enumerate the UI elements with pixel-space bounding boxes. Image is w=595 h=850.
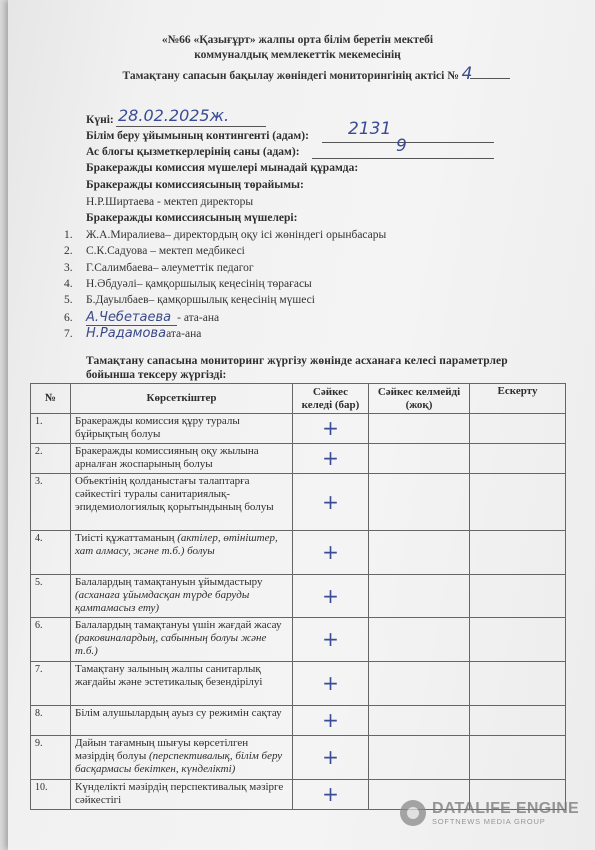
table-row: 5. Балалардың тамақтануын ұйымдастыру (асханаға ұйымдасқан түрде баруды қамтамасыз ету) + [31, 575, 566, 618]
table-row: 7. Тамақтану залының жалпы санитарлық жағдайы және эстетикалық безендірілуі + [31, 662, 566, 706]
member-item: 1. Ж.А.Миралиева– директордың оқу ісі жөніндегі орынбасары [64, 229, 387, 241]
date-value: 28.02.2025ж. [118, 106, 230, 125]
col-header-compliant: Сәйкес келеді (бар) [293, 384, 369, 414]
staff-value: 9 [396, 136, 407, 156]
table-row: 2. Бракеражды комиссияның оқу жылына арналған жоспарының болуы + [31, 444, 566, 474]
act-number-underline [470, 78, 510, 79]
parent-item: 6. А.Чебетаева - ата-ана [64, 310, 220, 325]
table-row: 8. Білім алушылардың ауыз су режимін сақтау + [31, 706, 566, 736]
check-mark: + [293, 780, 369, 810]
check-mark: + [293, 531, 369, 575]
check-mark: + [293, 706, 369, 736]
table-row: 4. Тиісті құжаттаманың (актілер, өтініштер, хат алмасу, және т.б.) болуы + [31, 531, 566, 575]
intro-line-1: Тамақтану сапасына мониторинг жүргізу жөнінде асханаға келесі параметрлер [86, 355, 508, 367]
date-label: Күні: [86, 114, 114, 126]
chair-heading: Бракеражды комиссиясының төрайымы: [86, 179, 304, 191]
contingent-value: 2131 [348, 119, 392, 139]
table-row: 9. Дайын тағамның шығуы көрсетілген мәзірдің болуы (перспективалық, білім беру басқармасы бекіткен, күнделікті) + [31, 736, 566, 780]
header-line-1: «№66 «Қазығұрт» жалпы орта білім беретін мектебі [161, 34, 434, 46]
member-item: 3. Г.Салимбаева– әлеуметтік педагог [64, 262, 254, 274]
header-line-3 [0, 64, 595, 84]
check-mark: + [293, 618, 369, 662]
contingent-label: Білім беру ұйымының контингенті (адам): [86, 130, 309, 142]
act-title: Тамақтану сапасын бақылау жөніндегі мониторингінің актісі № [122, 70, 459, 82]
table-row: 6. Балалардың тамақтануы үшін жағдай жасау (раковиналардың, сабынның болуы және т.б.) + [31, 618, 566, 662]
member-item: 2. С.К.Садуова – мектеп медбикесі [64, 245, 245, 257]
member-item: 4. Н.Әбдуәлі– қамқоршылық кеңесінің төрағасы [64, 278, 312, 290]
contingent-underline [322, 142, 494, 143]
parent-signature: Н.Радамова [86, 326, 167, 341]
watermark-brand: DATALIFE ENGINE [432, 799, 580, 817]
members-heading: Бракеражды комиссиясының мүшелері: [86, 212, 298, 224]
table-header-row [31, 384, 566, 414]
act-number: 4 [461, 64, 473, 84]
composition-heading: Бракеражды комиссия мүшелері мынадай құрамда: [86, 162, 359, 174]
intro-line-2: бойынша тексеру жүргізді: [86, 369, 227, 381]
member-item: 5. Б.Дауылбаев– қамқоршылық кеңесінің мүшесі [64, 294, 315, 306]
table-row: 10. Күнделікті мәзірдің перспективалық мәзірге сәйкестігі + [31, 780, 566, 810]
table-row: 1. Бракеражды комиссия құру туралы бұйрықтың болуы + [31, 414, 566, 444]
col-header-indicators: Көрсеткіштер [71, 384, 293, 414]
col-header-noncompliant: Сәйкес келмейді (жоқ) [369, 384, 470, 414]
check-mark: + [293, 736, 369, 780]
col-header-note: Ескерту [470, 384, 566, 414]
check-mark: + [293, 414, 369, 444]
parent-signature: А.Чебетаева [86, 310, 177, 326]
watermark [400, 800, 579, 826]
check-mark: + [293, 662, 369, 706]
header-line-2: коммуналдық мемлекеттік мекемесінің [194, 49, 401, 61]
check-mark: + [293, 444, 369, 474]
table-row: 3. Объектінің қолданыстағы талаптарға сәйкестігі туралы санитариялық-эпидемиологиялық қорытындының болуы + [31, 474, 566, 531]
staff-underline [312, 158, 494, 159]
watermark-sub: SOFTNEWS MEDIA GROUP [432, 816, 546, 826]
chair-name: Н.Р.Ширтаева - мектеп директоры [86, 196, 254, 208]
check-mark: + [293, 575, 369, 618]
col-header-num: № [31, 384, 71, 414]
check-mark: + [293, 474, 369, 531]
monitoring-table [30, 383, 566, 810]
parent-item: 7. Н.Радамоваата-ана [64, 326, 202, 341]
date-underline [116, 126, 266, 127]
staff-label: Ас блогы қызметкерлерінің саны (адам): [86, 146, 300, 158]
watermark-logo-icon [400, 800, 426, 826]
